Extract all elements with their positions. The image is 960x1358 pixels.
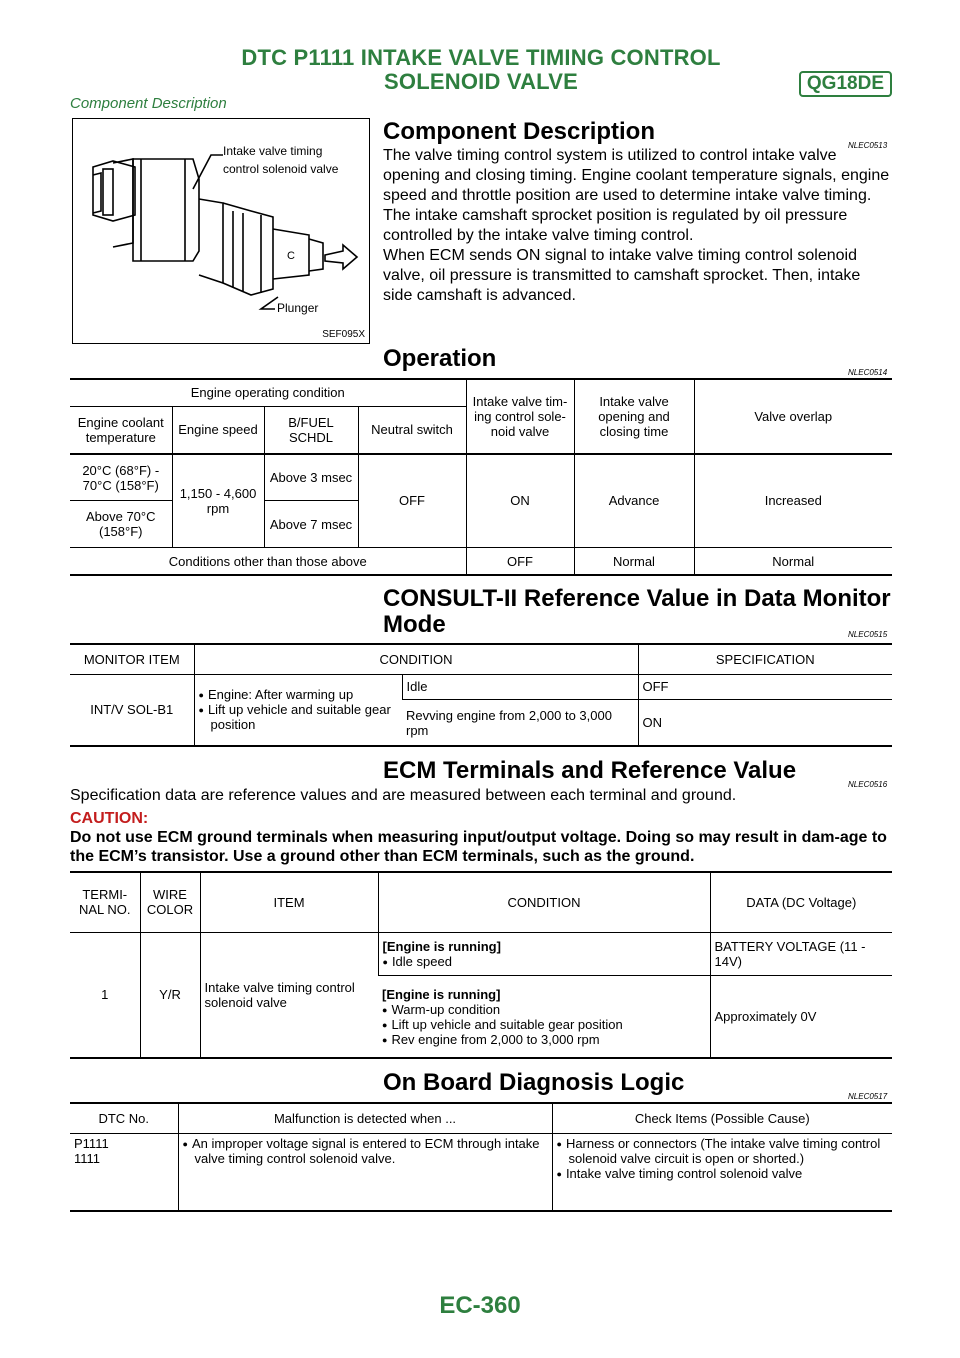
label-solenoid-line1: Intake valve timing <box>223 144 323 158</box>
check-item-2: ● Intake valve timing control solenoid valve <box>557 1166 889 1181</box>
dtc-code-2: 1111 <box>74 1150 101 1166</box>
page-header <box>70 46 892 112</box>
h-coolant: Engine coolant temperature <box>70 406 172 453</box>
consult-spec-2: ON <box>638 700 892 746</box>
component-description-title: Component Description <box>383 118 656 145</box>
r3-overlap: Normal <box>694 548 892 575</box>
h-overlap: Valve overlap <box>694 379 892 454</box>
component-paragraph-3: When ECM sends ON signal to intake valve timing control solenoid valve, oil pressure is transmitted to camshaft sprocket. Then, intake side camshaft is advanced. <box>383 247 861 304</box>
c1-bullet-1: ● Idle speed <box>383 954 706 969</box>
wire-color: Y/R <box>140 932 200 1058</box>
check-items-cell <box>552 1133 892 1211</box>
obd-table <box>70 1102 892 1212</box>
check-item-1: ● Harness or connectors (The intake valve timing control solenoid valve circuit is open or shorted.) <box>557 1136 889 1166</box>
component-paragraph-1: The valve timing control system is utilized to control intake valve opening and closing timing. Engine coolant temperature signals, engine speed and throttle position are used to determine intake valve timing. <box>383 147 890 204</box>
consult-sub-1: Idle <box>402 674 638 700</box>
label-solenoid-line2: control solenoid valve <box>223 162 339 176</box>
dtc-code-1: P1111 <box>74 1135 109 1151</box>
caution-text: Do not use ECM ground terminals when measuring input/output voltage. Doing so may result in dam-age to the ECM’s transistor. Use a ground other than ECM terminals, such as the ground. <box>70 829 887 865</box>
consult-spec-1: OFF <box>638 674 892 700</box>
component-paragraph-2: The intake camshaft sprocket position is regulated by oil pressure controlled by the intake valve timing control. <box>383 207 848 244</box>
ecm-item: Intake valve timing control solenoid valve <box>200 932 378 1058</box>
h-monitor-item: MONITOR ITEM <box>70 644 194 674</box>
h-data: DATA (DC Voltage) <box>710 872 892 932</box>
r-overlap: Increased <box>694 454 892 548</box>
ecm-code: NLEC0516 <box>848 780 888 789</box>
r-speed: 1,150 - 4,600 rpm <box>172 454 264 548</box>
header-title-line1: DTC P1111 INTAKE VALVE TIMING CONTROL <box>241 45 721 70</box>
h-engine-condition: Engine operating condition <box>70 379 466 406</box>
h-neutral: Neutral switch <box>358 406 466 453</box>
component-code: NLEC0513 <box>848 141 888 150</box>
h-malfunction: Malfunction is detected when ... <box>178 1103 552 1133</box>
consult-sub-2: Revving engine from 2,000 to 3,000 rpm <box>402 700 638 746</box>
ecm-intro: Specification data are reference values and are measured between each terminal and ground. <box>70 787 737 804</box>
obd-code: NLEC0517 <box>848 1092 888 1101</box>
h-opening: Intake valve opening and closing time <box>574 379 694 454</box>
consult-table <box>70 643 892 747</box>
consult-cond-2: ● Lift up vehicle and suitable gear position <box>199 702 398 732</box>
operation-table <box>70 378 892 576</box>
obd-title: On Board Diagnosis Logic <box>383 1069 685 1096</box>
r1-bfuel: Above 3 msec <box>264 454 358 501</box>
ecm-data-1: BATTERY VOLTAGE (11 - 14V) <box>710 932 892 976</box>
c2-bullet-1: ● Warm-up condition <box>382 1002 706 1017</box>
r3-opening: Normal <box>574 548 694 575</box>
h-specification: SPECIFICATION <box>638 644 892 674</box>
svg-text:C: C <box>287 250 295 262</box>
malfunction-cell <box>178 1133 552 1211</box>
solenoid-valve-illustration <box>73 119 369 343</box>
h-consult-condition: CONDITION <box>194 644 638 674</box>
consult-conditions <box>194 674 402 746</box>
malfunction-text: ● An improper voltage signal is entered to ECM through intake valve timing control solenoid valve. <box>183 1136 548 1166</box>
operation-code: NLEC0514 <box>848 368 888 377</box>
h-speed: Engine speed <box>172 406 264 453</box>
r3-condition: Conditions other than those above <box>70 548 466 575</box>
consult-code: NLEC0515 <box>848 630 888 639</box>
figure-code: SEF095X <box>322 329 365 340</box>
ecm-table <box>70 871 892 1059</box>
monitor-item: INT/V SOL-B1 <box>70 674 194 746</box>
header-subtitle: Component Description <box>70 95 227 112</box>
r-neutral: OFF <box>358 454 466 548</box>
ecm-title: ECM Terminals and Reference Value <box>383 757 797 784</box>
h-solenoid: Intake valve tim-ing control sole-noid valve <box>466 379 574 454</box>
h-ecm-condition: CONDITION <box>378 872 710 932</box>
label-plunger: Plunger <box>277 301 319 315</box>
h-wire: WIRE COLOR <box>140 872 200 932</box>
r-solenoid: ON <box>466 454 574 548</box>
operation-title: Operation <box>383 345 497 372</box>
r1-coolant: 20°C (68°F) - 70°C (158°F) <box>70 454 172 501</box>
h-dtc: DTC No. <box>70 1103 178 1133</box>
solenoid-figure <box>72 118 370 344</box>
h-bfuel: B/FUEL SCHDL <box>264 406 358 453</box>
caution-heading: CAUTION: <box>70 810 149 827</box>
ecm-data-2: Approximately 0V <box>710 976 892 1058</box>
h-terminal: TERMI-NAL NO. <box>70 872 140 932</box>
c2-head: [Engine is running] <box>382 986 501 1002</box>
ecm-condition-1 <box>378 932 710 976</box>
page-number: EC-360 <box>439 1292 521 1319</box>
consult-title-line2: Mode <box>383 611 446 638</box>
c2-bullet-3: ● Rev engine from 2,000 to 3,000 rpm <box>382 1032 706 1047</box>
r2-bfuel: Above 7 msec <box>264 501 358 548</box>
h-check-items: Check Items (Possible Cause) <box>552 1103 892 1133</box>
terminal-no: 1 <box>70 932 140 1058</box>
r-opening: Advance <box>574 454 694 548</box>
component-text <box>383 146 893 306</box>
consult-title-line1: CONSULT-II Reference Value in Data Monitor <box>383 585 891 612</box>
consult-title <box>383 586 891 638</box>
c1-head: [Engine is running] <box>382 938 501 954</box>
ecm-condition-2 <box>378 976 710 1058</box>
consult-cond-1: ● Engine: After warming up <box>199 687 398 702</box>
dtc-number <box>70 1133 178 1211</box>
header-title-line2: SOLENOID VALVE <box>384 69 578 94</box>
engine-badge: QG18DE <box>799 71 892 97</box>
r3-solenoid: OFF <box>466 548 574 575</box>
r2-coolant: Above 70°C (158°F) <box>70 501 172 548</box>
c2-bullet-2: ● Lift up vehicle and suitable gear position <box>382 1017 706 1032</box>
h-ecm-item: ITEM <box>200 872 378 932</box>
